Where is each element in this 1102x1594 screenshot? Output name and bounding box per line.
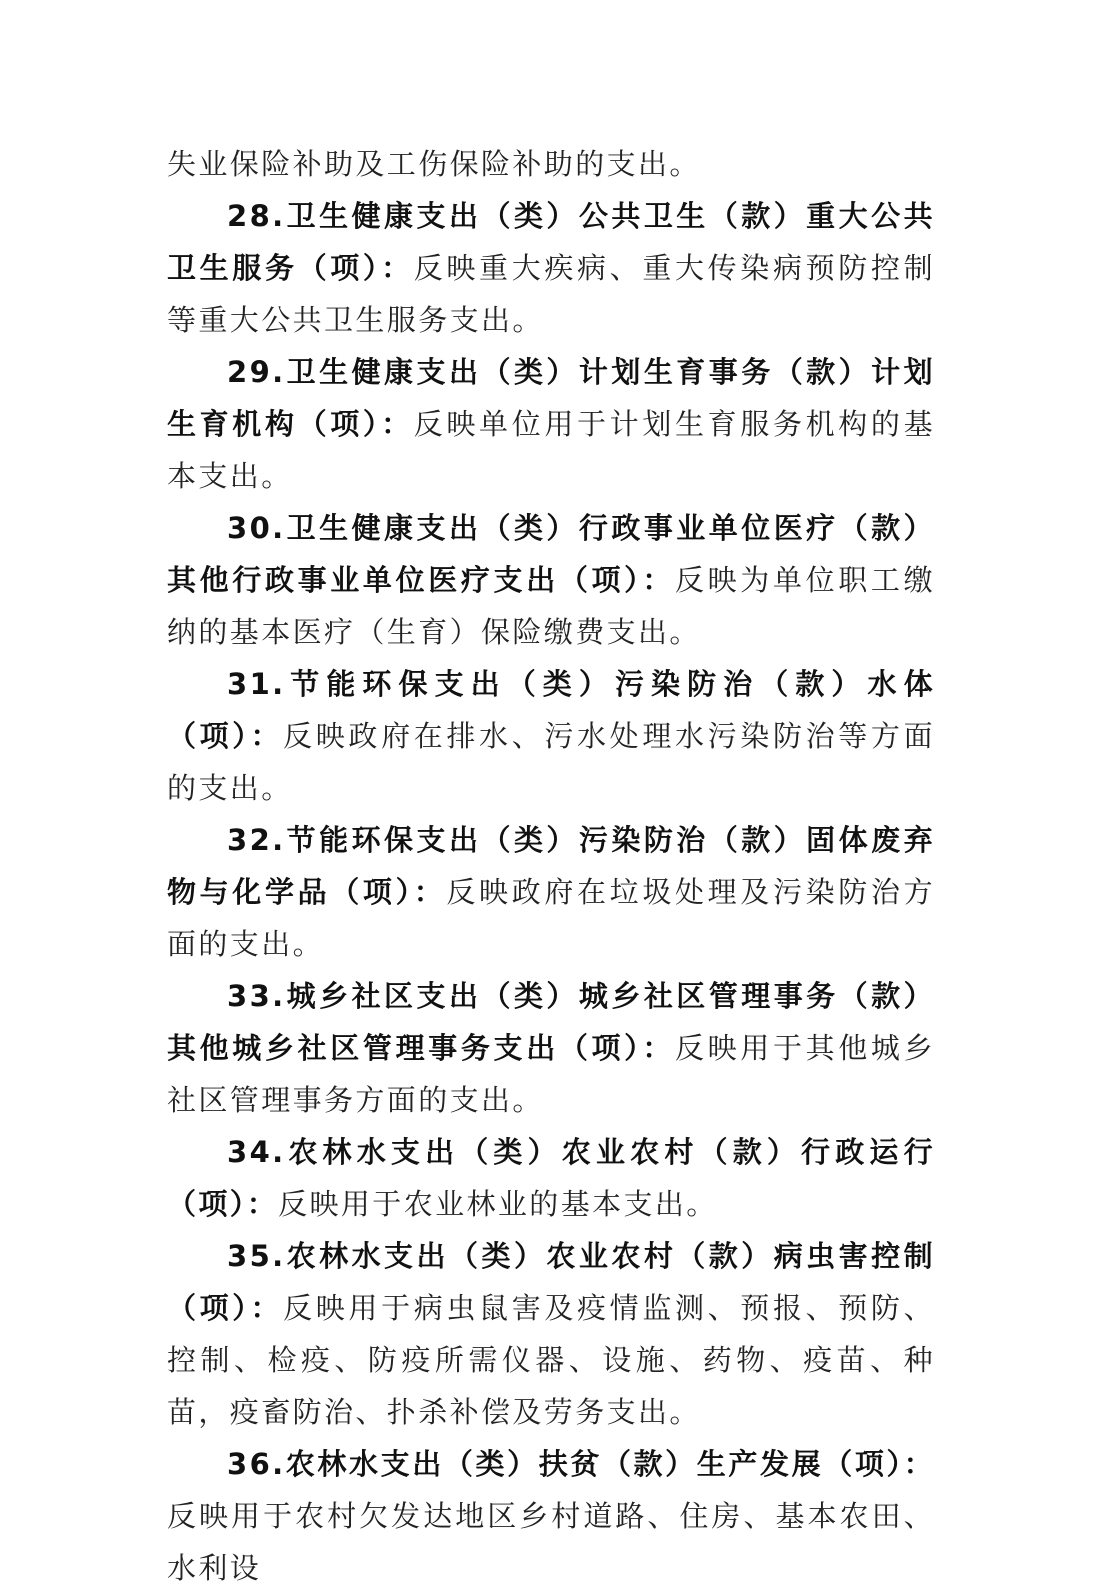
paragraph-item-34 bbox=[167, 1126, 935, 1230]
item-heading: 34.农林水支出（类）农业农村（款）行政运行（项）： bbox=[167, 1135, 935, 1221]
item-heading: 36.农林水支出（类）扶贫（款）生产发展（项）： bbox=[227, 1447, 935, 1481]
item-heading: 29.卫生健康支出（类）计划生育事务（款）计划生育机构（项）： bbox=[167, 355, 935, 441]
item-text: 反映为单位职工缴纳的基本医疗（生育）保险缴费支出。 bbox=[167, 563, 935, 649]
paragraph-item-29 bbox=[167, 346, 935, 502]
paragraph-continuation bbox=[167, 138, 935, 190]
item-heading: 33.城乡社区支出（类）城乡社区管理事务（款）其他城乡社区管理事务支出（项）： bbox=[167, 979, 935, 1065]
paragraph-item-31 bbox=[167, 658, 935, 814]
item-text: 反映重大疾病、重大传染病预防控制等重大公共卫生服务支出。 bbox=[167, 251, 935, 337]
document-page bbox=[167, 138, 935, 1594]
item-text: 反映用于病虫鼠害及疫情监测、预报、预防、控制、检疫、防疫所需仪器、设施、药物、疫苗、种苗，疫畜防治、扑杀补偿及劳务支出。 bbox=[167, 1291, 935, 1429]
paragraph-item-28 bbox=[167, 190, 935, 346]
item-text: 反映用于农业林业的基本支出。 bbox=[278, 1187, 718, 1221]
item-text: 反映单位用于计划生育服务机构的基本支出。 bbox=[167, 407, 935, 493]
paragraph-item-35 bbox=[167, 1230, 935, 1438]
paragraph-item-36 bbox=[167, 1438, 935, 1594]
item-text: 反映用于其他城乡社区管理事务方面的支出。 bbox=[167, 1031, 935, 1117]
item-heading: 30.卫生健康支出（类）行政事业单位医疗（款）其他行政事业单位医疗支出（项）： bbox=[167, 511, 935, 597]
item-heading: 35.农林水支出（类）农业农村（款）病虫害控制（项）： bbox=[167, 1239, 935, 1325]
item-text: 反映政府在垃圾处理及污染防治方面的支出。 bbox=[167, 875, 935, 961]
item-heading: 31.节能环保支出（类）污染防治（款）水体（项）： bbox=[167, 667, 935, 753]
paragraph-item-30 bbox=[167, 502, 935, 658]
paragraph-text: 失业保险补助及工伤保险补助的支出。 bbox=[167, 147, 701, 181]
item-text: 反映用于农村欠发达地区乡村道路、住房、基本农田、水利设 bbox=[167, 1499, 935, 1585]
paragraph-item-33 bbox=[167, 970, 935, 1126]
item-heading: 32.节能环保支出（类）污染防治（款）固体废弃物与化学品（项）： bbox=[167, 823, 935, 909]
item-text: 反映政府在排水、污水处理水污染防治等方面的支出。 bbox=[167, 719, 935, 805]
paragraph-item-32 bbox=[167, 814, 935, 970]
item-heading: 28.卫生健康支出（类）公共卫生（款）重大公共卫生服务（项）： bbox=[167, 199, 935, 285]
